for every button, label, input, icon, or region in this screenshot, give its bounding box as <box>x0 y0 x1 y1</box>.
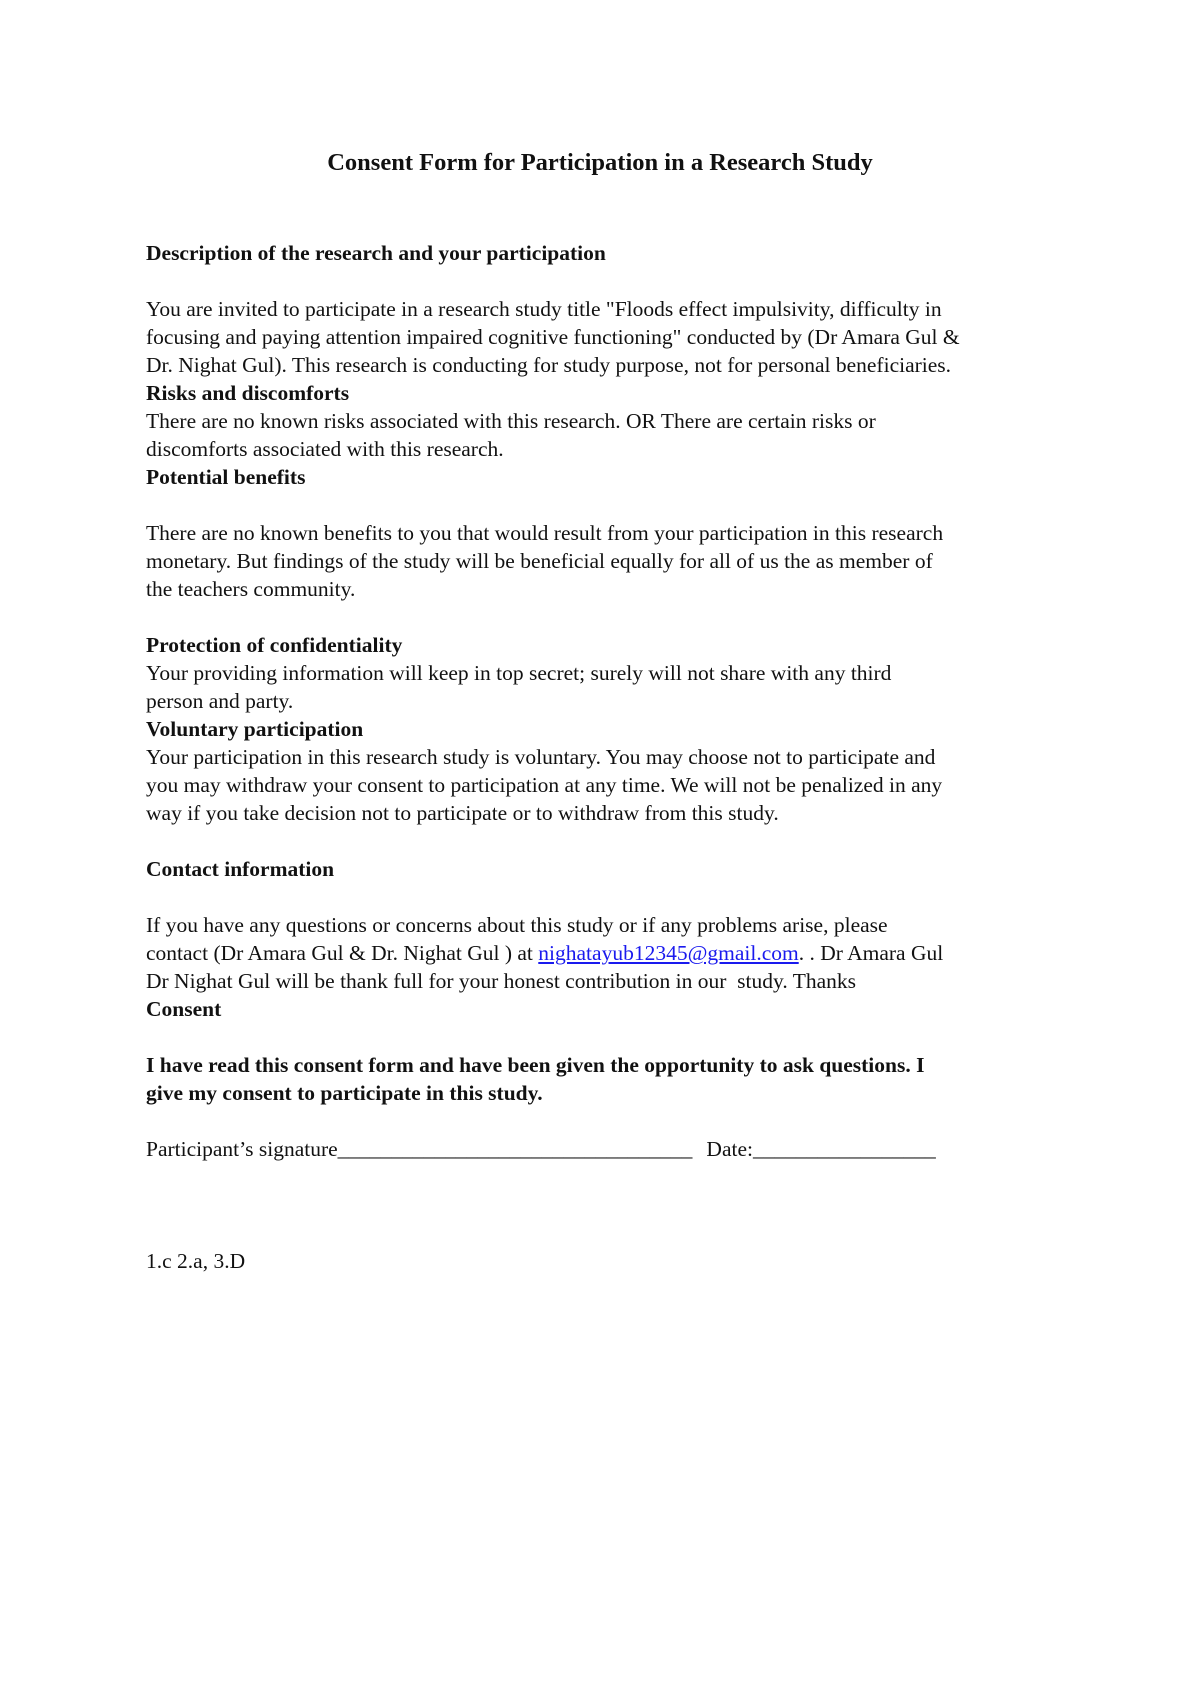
voluntary-heading: Voluntary participation <box>146 717 364 741</box>
description-heading: Description of the research and your participation <box>146 241 606 265</box>
description-section <box>146 239 1076 267</box>
confidentiality-line: person and party. <box>146 689 294 713</box>
confidentiality-section <box>146 631 1076 827</box>
benefits-body <box>146 519 1076 603</box>
description-body <box>146 295 1076 491</box>
risks-line: discomforts associated with this research. <box>146 437 504 461</box>
contact-line: If you have any questions or concerns about this study or if any problems arise, please <box>146 913 888 937</box>
confidentiality-heading: Protection of confidentiality <box>146 633 403 657</box>
signature-row <box>146 1135 1076 1163</box>
footer-note: 1.c 2.a, 3.D <box>146 1249 246 1273</box>
voluntary-line: Your participation in this research study is voluntary. You may choose not to participate and <box>146 745 936 769</box>
benefits-heading: Potential benefits <box>146 465 306 489</box>
description-line: Dr. Nighat Gul). This research is conducting for study purpose, not for personal beneficiaries. <box>146 353 952 377</box>
consent-statement-line: I have read this consent form and have been given the opportunity to ask questions. I <box>146 1053 925 1077</box>
description-line: You are invited to participate in a research study title "Floods effect impulsivity, difficulty in <box>146 297 942 321</box>
contact-text: . . Dr Amara Gul <box>798 941 944 965</box>
benefits-line: There are no known benefits to you that would result from your participation in this research <box>146 521 944 545</box>
benefits-line: monetary. But findings of the study will be beneficial equally for all of us the as member of <box>146 549 933 573</box>
consent-statement <box>146 1051 1076 1107</box>
consent-heading: Consent <box>146 997 222 1021</box>
benefits-line: the teachers community. <box>146 577 356 601</box>
date-field: Date:_________________ <box>706 1137 936 1161</box>
voluntary-line: way if you take decision not to participate or to withdraw from this study. <box>146 801 779 825</box>
signature-field: Participant’s signature_________________________________ <box>146 1137 693 1161</box>
contact-section <box>146 855 1076 883</box>
contact-line: Dr Nighat Gul will be thank full for your honest contribution in our study. Thanks <box>146 969 857 993</box>
confidentiality-line: Your providing information will keep in top secret; surely will not share with any third <box>146 661 892 685</box>
risks-heading: Risks and discomforts <box>146 381 350 405</box>
contact-body <box>146 911 1076 1023</box>
page-title: Consent Form for Participation in a Research Study <box>327 149 873 176</box>
voluntary-line: you may withdraw your consent to participation at any time. We will not be penalized in any <box>146 773 943 797</box>
consent-statement-line: give my consent to participate in this study. <box>146 1081 543 1105</box>
contact-heading: Contact information <box>146 857 335 881</box>
contact-text: contact (Dr Amara Gul & Dr. Nighat Gul ) at <box>146 941 539 965</box>
email-link[interactable]: nighatayub12345@gmail.com <box>538 941 799 965</box>
description-line: focusing and paying attention impaired cognitive functioning" conducted by (Dr Amara Gul & <box>146 325 960 349</box>
contact-line <box>146 939 1076 967</box>
risks-line: There are no known risks associated with this research. OR There are certain risks or <box>146 409 876 433</box>
